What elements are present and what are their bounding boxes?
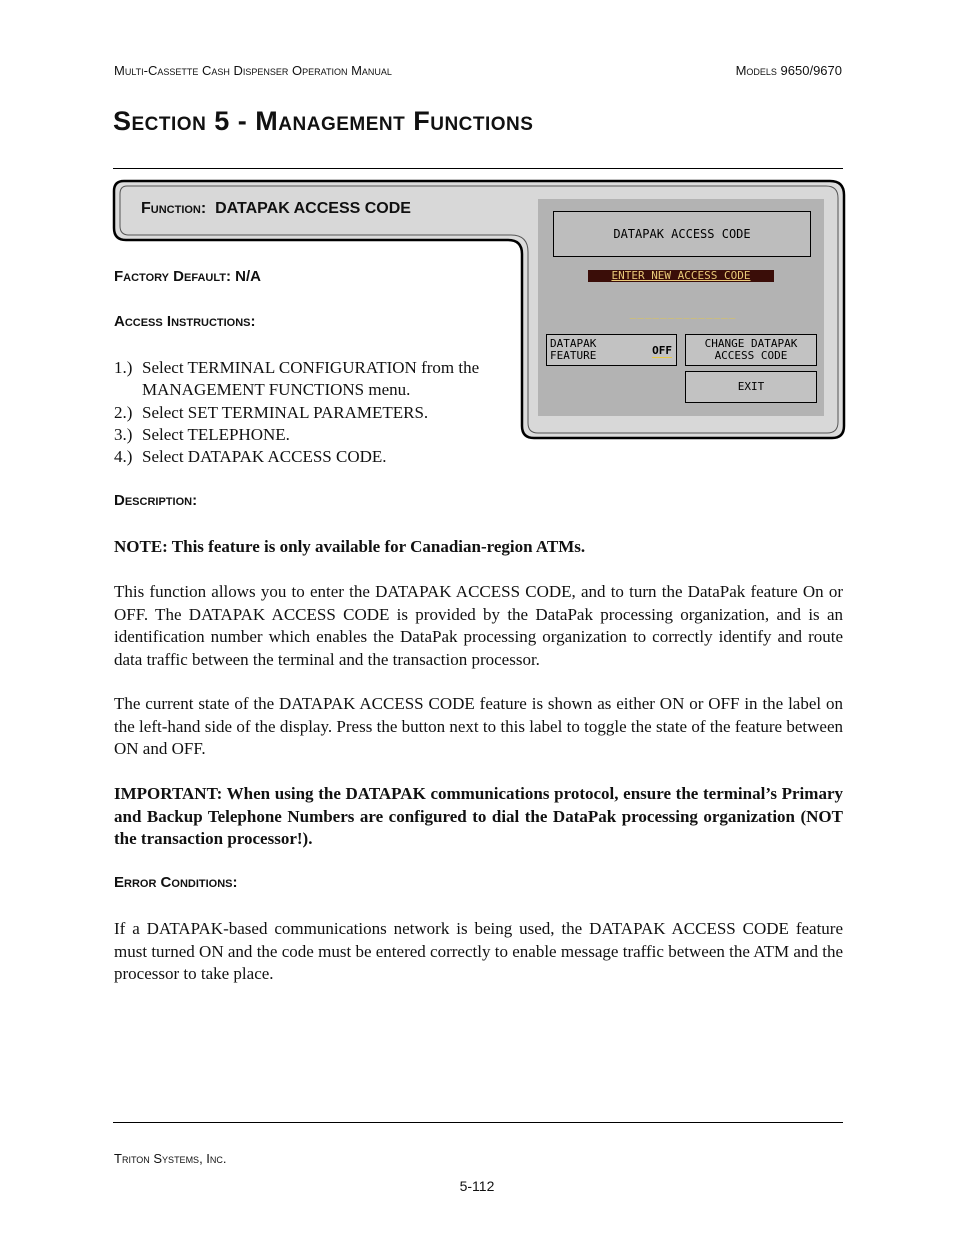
function-name: DATAPAK ACCESS CODE: [215, 200, 411, 217]
datapak-feature-button[interactable]: [546, 334, 677, 366]
list-item: [114, 446, 542, 468]
list-item: [114, 402, 542, 424]
step-text: Select TERMINAL CONFIGURATION from the MANAGEMENT FUNCTIONS menu.: [142, 358, 480, 400]
screen-prompt: ENTER NEW ACCESS CODE: [588, 270, 774, 282]
error-conditions-paragraph: If a DATAPAK-based communications network is being used, the DATAPAK ACCESS CODE feature must turned ON and the code must be entered correctly to enable message traffic between the ATM and the processor to take place.: [114, 919, 843, 983]
header-manual-title: Multi-Cassette Cash Dispenser Operation Manual: [114, 63, 392, 78]
error-conditions-heading: Error Conditions:: [114, 874, 238, 891]
factory-default-label: Factory Default:: [114, 268, 231, 285]
screen-title: DATAPAK ACCESS CODE: [553, 211, 811, 257]
step-number: 4.): [114, 447, 133, 467]
description-paragraph-2: The current state of the DATAPAK ACCESS CODE feature is shown as either ON or OFF in the label on the left-hand side of the display. Press the button next to this label to toggle the state of the feature between ON and OFF.: [114, 694, 843, 758]
footer-rule: [113, 1122, 843, 1123]
header-rule: [113, 168, 843, 169]
datapak-feature-value: OFF: [652, 344, 672, 357]
step-number: 2.): [114, 402, 133, 422]
section-title: Section 5 - Management Functions: [113, 106, 534, 136]
datapak-feature-label: DATAPAK FEATURE: [550, 337, 597, 362]
code-entry-field[interactable]: ______________: [629, 306, 737, 319]
header-models: Models 9650/9670: [735, 63, 842, 78]
access-instructions-heading: Access Instructions:: [114, 313, 256, 330]
change-datapak-access-code-button[interactable]: CHANGE DATAPAK ACCESS CODE: [685, 334, 817, 366]
description-paragraph-1: This function allows you to enter the DATAPAK ACCESS CODE, and to turn the DataPak feature On or OFF. The DATAPAK ACCESS CODE is provided by the DataPak processing organization, and is an identification number which enables the DataPak processing organization to correctly identify and route data traffic between the terminal and the transaction processor.: [114, 582, 843, 669]
footer-company: Triton Systems, Inc.: [114, 1151, 227, 1166]
function-label: Function:: [141, 200, 207, 217]
step-text: Select SET TERMINAL PARAMETERS.: [142, 402, 429, 422]
step-number: 3.): [114, 424, 133, 444]
description-heading: Description:: [114, 492, 198, 509]
access-steps-list: [114, 357, 542, 468]
step-text: Select DATAPAK ACCESS CODE.: [142, 447, 387, 467]
exit-button[interactable]: EXIT: [685, 371, 817, 403]
step-text: Select TELEPHONE.: [142, 424, 290, 444]
factory-default: [114, 268, 261, 285]
important-note: IMPORTANT: When using the DATAPAK communications protocol, ensure the terminal’s Primary and Backup Telephone Numbers are configured to dial the DataPak processing organization (NOT the transaction processor!).: [114, 784, 843, 848]
step-number: 1.): [114, 358, 133, 377]
canadian-region-note: NOTE: This feature is only available for Canadian-region ATMs.: [114, 537, 586, 556]
function-title: [141, 200, 411, 218]
page-number: 5-112: [459, 1178, 495, 1194]
list-item: [114, 357, 542, 402]
factory-default-value: N/A: [235, 268, 261, 285]
atm-screen: [538, 199, 824, 416]
list-item: [114, 424, 542, 446]
